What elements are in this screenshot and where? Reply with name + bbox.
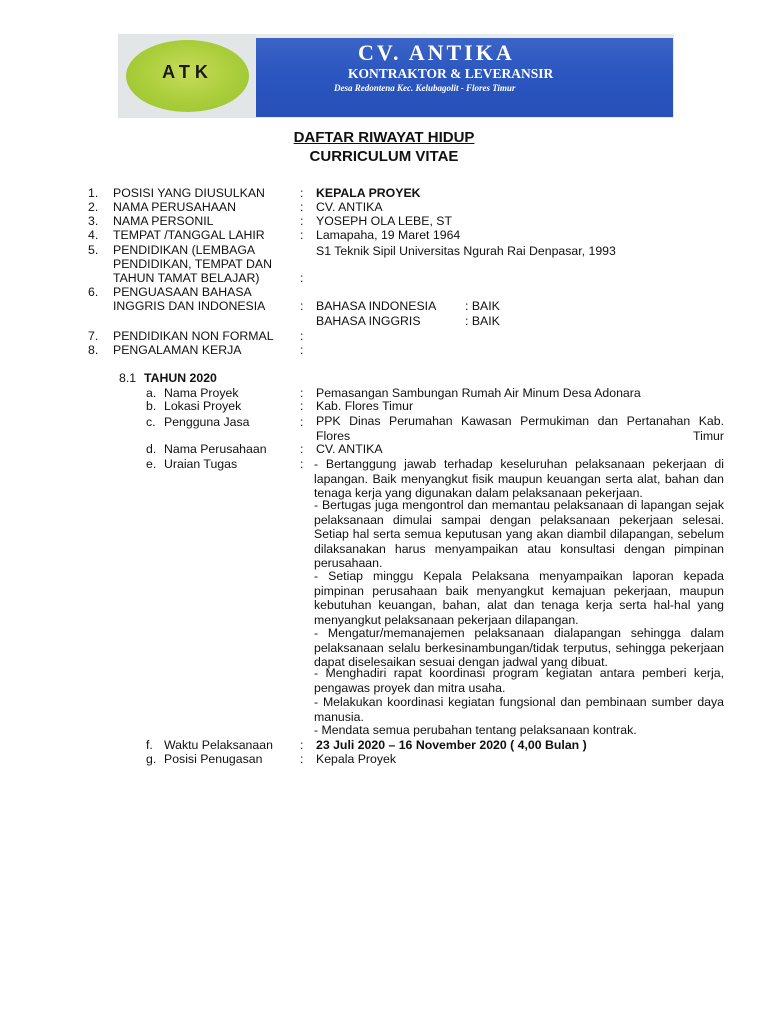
item-label-line: PENDIDIKAN, TEMPAT DAN (113, 257, 272, 271)
company-tagline: KONTRAKTOR & LEVERANSIR (348, 66, 554, 81)
row-label: Lokasi Proyek (164, 399, 242, 413)
item-label: NAMA PERUSAHAAN (113, 200, 236, 214)
item-number: 1. (88, 186, 99, 200)
item-number: 6. (88, 285, 99, 299)
item-value: KEPALA PROYEK (316, 186, 421, 200)
item-label: POSISI YANG DIUSULKAN (113, 186, 265, 200)
item-colon: : (300, 214, 304, 228)
row-letter: d. (146, 442, 157, 456)
item-label: PENGALAMAN KERJA (113, 343, 242, 357)
row-letter: f. (146, 738, 153, 752)
task-item: - Bertanggung jawab terhadap keseluruhan pelaksanaan pekerjaan di lapangan. Baik menyangkut fisik maupun keuangan serta alat, bahan dan tenaga kerja yang digunakan dalam pelaksanaan pekerjaan. (314, 457, 724, 500)
project-location: Kab. Flores Timur (316, 399, 414, 413)
row-label: Nama Proyek (164, 386, 239, 400)
row-label: Posisi Penugasan (164, 752, 263, 766)
row-letter: a. (146, 386, 157, 400)
row-label: Pengguna Jasa (164, 415, 250, 429)
task-item: - Setiap minggu Kepala Pelaksana menyampaikan laporan kepada pimpinan perusahaan baik menyangkut kemajuan pekerjaan, maupun kebutuhan keuangan, bahan, alat dan tenaga kerja serta hal-hal yang menyangkut pelaksanaan pekerjaan dilapangan. (314, 569, 724, 627)
item-colon: : (300, 200, 304, 214)
item-number: 4. (88, 228, 99, 242)
item-label-line: TAHUN TAMAT BELAJAR) (113, 271, 260, 285)
item-number: 7. (88, 329, 99, 343)
project-period: 23 Juli 2020 – 16 November 2020 ( 4,00 Bulan ) (316, 738, 587, 752)
item-label-line: PENDIDIKAN (LEMBAGA (113, 243, 256, 257)
item-label: PENDIDIKAN NON FORMAL (113, 329, 274, 343)
row-label: Nama Perusahaan (164, 442, 267, 456)
item-number: 2. (88, 200, 99, 214)
atk-logo-text: ATK (162, 62, 213, 82)
row-letter: b. (146, 399, 157, 413)
document-title: DAFTAR RIWAYAT HIDUP (293, 129, 475, 146)
row-colon: : (300, 399, 304, 413)
project-name: Pemasangan Sambungan Rumah Air Minum Desa Adonara (316, 386, 641, 400)
item-value: S1 Teknik Sipil Universitas Ngurah Rai Denpasar, 1993 (316, 244, 616, 258)
item-label: TEMPAT /TANGGAL LAHIR (113, 228, 265, 242)
row-letter: e. (146, 457, 157, 471)
item-number: 5. (88, 243, 99, 257)
task-item: - Mendata semua perubahan tentang pelaksanaan kontrak. (314, 723, 637, 737)
item-colon: : (300, 186, 304, 200)
task-item: - Bertugas juga mengontrol dan memantau pelaksanaan di lapangan sejak pelaksanaan dimulai sampai dengan pelaksanaan pekerjaan selesai. Setiap hal serta semua keputusan yang akan diambil dilapangan, sebelum dilaksanakan harus menyampaikan atau konsultasi dengan pimpinan perusahaan. (314, 498, 724, 570)
row-label: Uraian Tugas (164, 457, 238, 471)
language-name: BAHASA INGGRIS (316, 314, 421, 328)
row-colon: : (300, 457, 304, 471)
item-colon: : (300, 343, 304, 357)
row-label: Waktu Pelaksanaan (164, 738, 273, 752)
row-colon: : (300, 442, 304, 456)
language-level: : BAIK (465, 314, 500, 328)
experience-year: TAHUN 2020 (144, 371, 217, 385)
item-colon: : (300, 271, 304, 285)
company-name: CV. ANTIKA (358, 40, 515, 65)
item-colon: : (300, 228, 304, 242)
item-value: YOSEPH OLA LEBE, ST (316, 214, 453, 228)
item-value: Lamapaha, 19 Maret 1964 (316, 228, 461, 242)
item-label: NAMA PERSONIL (113, 214, 214, 228)
item-colon: : (300, 329, 304, 343)
task-item: - Mengatur/memanajemen pelaksanaan dialapangan sehingga dalam pelaksanaan selalu berkesinambungan/tidak terputus, sehingga pekerjaan dapat diselesaikan sesuai dengan jadwal yang dibuat. (314, 626, 724, 669)
item-label-line: PENGUASAAN BAHASA (113, 285, 252, 299)
item-number: 8. (88, 343, 99, 357)
task-item: - Melakukan koordinasi kegiatan fungsional dan pembinaan sumber daya manusia. (314, 695, 724, 724)
item-colon: : (300, 299, 304, 313)
document-subtitle: CURRICULUM VITAE (309, 148, 459, 165)
project-client: PPK Dinas Perumahan Kawasan Permukiman dan Pertanahan Kab. Flores Timur (316, 414, 724, 443)
item-label-line: INGGRIS DAN INDONESIA (113, 299, 266, 313)
language-level: : BAIK (465, 299, 500, 313)
project-position: Kepala Proyek (316, 752, 396, 766)
item-number: 3. (88, 214, 99, 228)
company-address: Desa Redontena Kec. Kelubagolit - Flores Timur (334, 83, 516, 93)
task-item: - Menghadiri rapat koordinasi program kegiatan antara pemberi kerja, pengawas proyek dan mitra usaha. (314, 666, 724, 695)
row-letter: c. (146, 415, 156, 429)
row-colon: : (300, 386, 304, 400)
row-colon: : (300, 752, 304, 766)
row-letter: g. (146, 752, 157, 766)
project-company: CV. ANTIKA (316, 442, 383, 456)
item-value: CV. ANTIKA (316, 200, 383, 214)
experience-number: 8.1 (119, 371, 137, 385)
row-colon: : (300, 415, 304, 429)
language-name: BAHASA INDONESIA (316, 299, 437, 313)
row-colon: : (300, 738, 304, 752)
